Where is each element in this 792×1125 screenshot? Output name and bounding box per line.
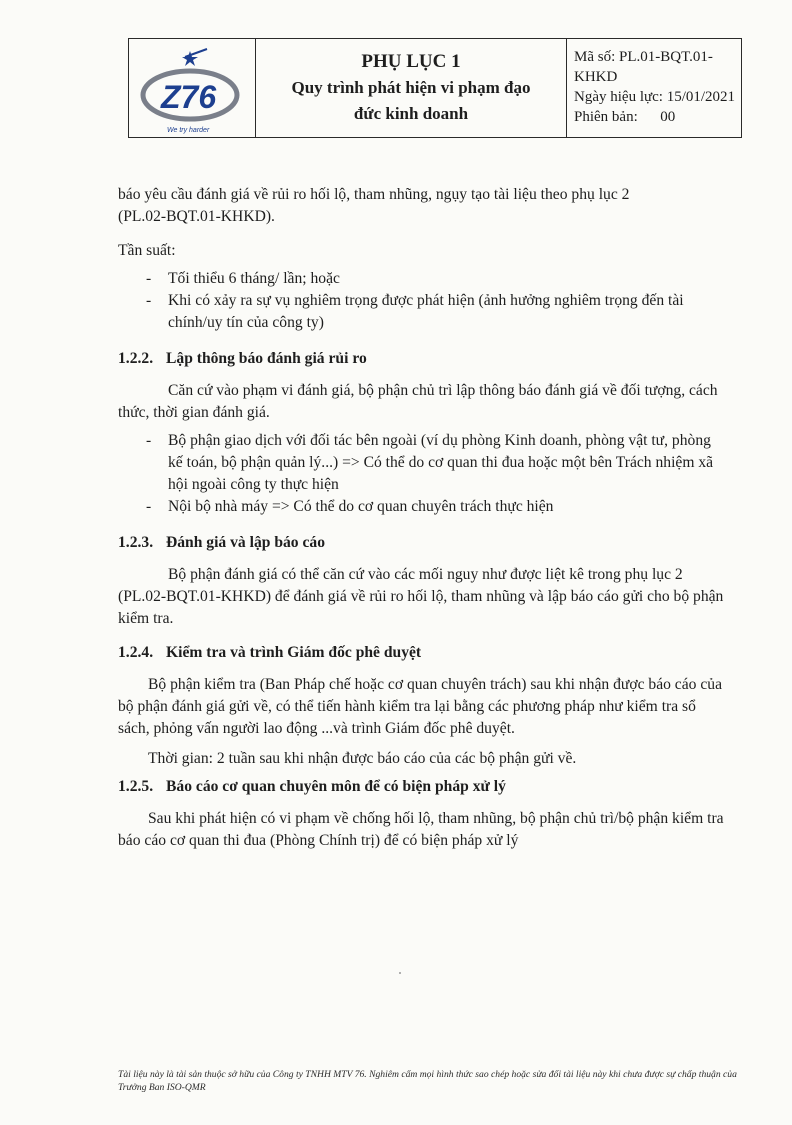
intro-line2: (PL.02-BQT.01-KHKD). bbox=[118, 208, 275, 225]
section-1-2-4-heading bbox=[118, 642, 728, 664]
company-logo bbox=[133, 43, 251, 135]
section-1-2-2-list bbox=[118, 430, 728, 518]
logo-slogan: We try harder bbox=[167, 127, 210, 134]
document-code: Mã số: PL.01-BQT.01- bbox=[574, 49, 713, 65]
document-header bbox=[128, 38, 742, 138]
list-item: - Nội bộ nhà máy => Có thể do cơ quan chuyên trách thực hiện bbox=[118, 496, 728, 518]
footer-notice: Tài liệu này là tài sản thuộc sở hữu của Công ty TNHH MTV 76. Nghiêm cấm mọi hình thức sao chép hoặc sửa đổi tài liệu này khi chưa được sự chấp thuận của Trưởng Ban ISO-QMR bbox=[118, 1069, 737, 1093]
frequency-label: Tần suất: bbox=[118, 242, 176, 259]
section-title: Kiểm tra và trình Giám đốc phê duyệt bbox=[166, 644, 422, 661]
meta-cell bbox=[567, 39, 741, 137]
effective-date: Ngày hiệu lực: 15/01/2021 bbox=[574, 89, 736, 105]
list-item: - Tối thiểu 6 tháng/ lần; hoặc bbox=[118, 268, 728, 290]
intro-line1: báo yêu cầu đánh giá về rủi ro hối lộ, tham nhũng, ngụy tạo tài liệu theo phụ lục 2 bbox=[118, 186, 630, 203]
list-item: - Bộ phận giao dịch với đối tác bên ngoài (ví dụ phòng Kinh doanh, phòng vật tư, phòng kế toán, bộ phận quản lý...) => Có thể do cơ quan thi đua hoặc một bên Trách nhiệm xã hội ngoài công ty thực hiện bbox=[118, 430, 728, 496]
section-title: Lập thông báo đánh giá rủi ro bbox=[166, 350, 367, 367]
version: Phiên bản: 00 bbox=[574, 109, 676, 125]
section-1-2-2-paragraph: Căn cứ vào phạm vi đánh giá, bộ phận chủ trì lập thông báo đánh giá về đối tượng, cách thức, thời gian đánh giá. bbox=[118, 382, 718, 421]
section-number: 1.2.2. bbox=[118, 350, 154, 367]
section-number: 1.2.4. bbox=[118, 644, 154, 661]
section-number: 1.2.3. bbox=[118, 534, 154, 551]
section-1-2-4-paragraph2: Thời gian: 2 tuần sau khi nhận được báo cáo của các bộ phận gửi về. bbox=[148, 750, 577, 767]
section-number: 1.2.5. bbox=[118, 778, 154, 795]
section-1-2-5-paragraph: Sau khi phát hiện có vi phạm về chống hối lộ, tham nhũng, bộ phận chủ trì/bộ phận kiểm tra báo cáo cơ quan thi đua (Phòng Chính trị) để có biện pháp xử lý bbox=[118, 810, 724, 849]
logo-cell bbox=[129, 39, 256, 137]
list-item: - Khi có xảy ra sự vụ nghiêm trọng được phát hiện (ảnh hưởng nghiêm trọng đến tài chính/uy tín của công ty) bbox=[118, 290, 728, 334]
section-1-2-3-paragraph: Bộ phận đánh giá có thể căn cứ vào các mối nguy như được liệt kê trong phụ lục 2 (PL.02-BQT.01-KHKD) để đánh giá về rủi ro hối lộ, tham nhũng và lập báo cáo gửi cho bộ phận kiểm tra. bbox=[118, 566, 724, 627]
appendix-title: PHỤ LỤC 1 bbox=[361, 51, 461, 72]
section-title: Báo cáo cơ quan chuyên môn để có biện pháp xử lý bbox=[166, 778, 506, 795]
procedure-title-line1: Quy trình phát hiện vi phạm đạo bbox=[291, 78, 531, 97]
section-1-2-5-heading bbox=[118, 776, 728, 798]
scan-speck bbox=[399, 972, 401, 974]
section-1-2-4-paragraph1: Bộ phận kiểm tra (Ban Pháp chế hoặc cơ quan chuyên trách) sau khi nhận được báo cáo của bộ phận đánh giá gửi về, có thể tiến hành kiểm tra lại bằng các phương pháp như kiểm tra sổ sách, phỏng vấn người lao động ...và trình Giám đốc phê duyệt. bbox=[118, 676, 722, 737]
title-cell bbox=[256, 39, 567, 137]
procedure-title-line2: đức kinh doanh bbox=[353, 104, 469, 123]
section-1-2-3-heading bbox=[118, 532, 728, 554]
frequency-list bbox=[118, 268, 728, 334]
section-title: Đánh giá và lập báo cáo bbox=[166, 534, 325, 551]
document-body bbox=[118, 184, 728, 864]
logo-text: Z76 bbox=[161, 79, 217, 115]
section-1-2-2-heading bbox=[118, 348, 728, 370]
document-code-cont: KHKD bbox=[574, 69, 618, 85]
